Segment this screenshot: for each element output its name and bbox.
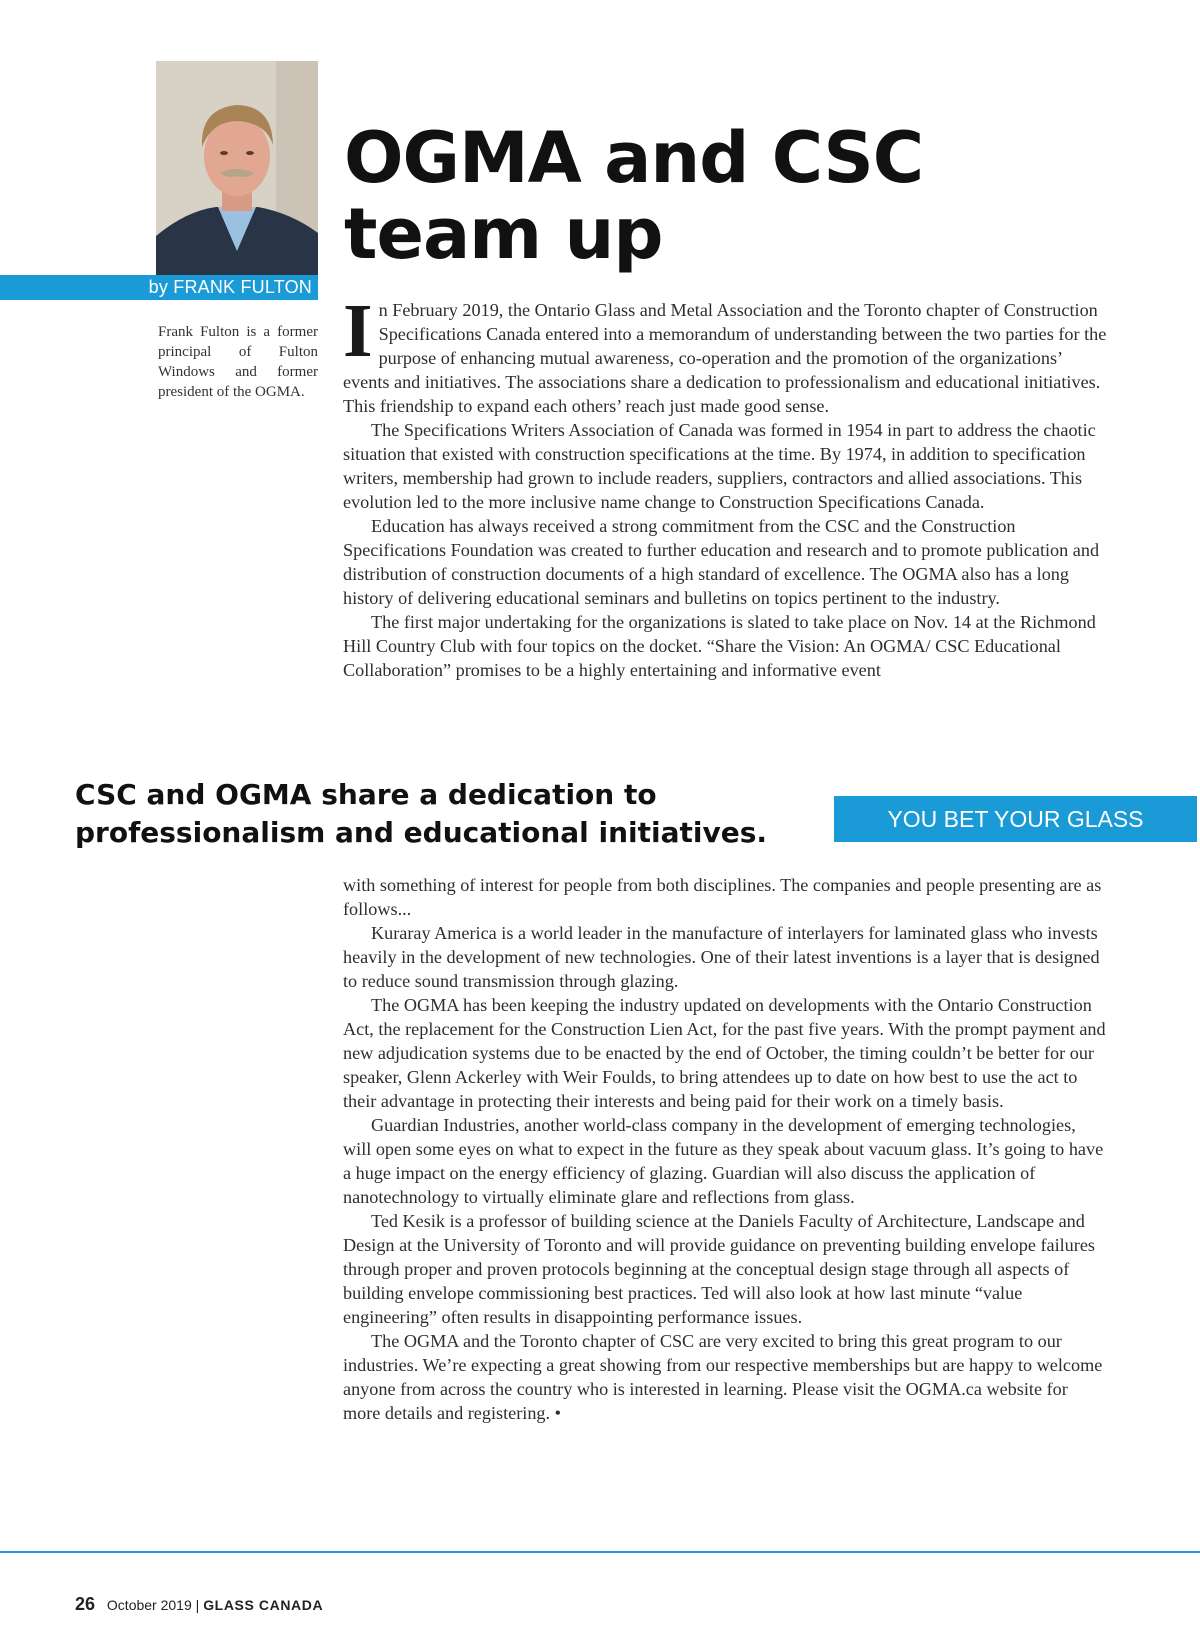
article-paragraph: The first major undertaking for the organizations is slated to take place on Nov. 14 at the Richmond Hill Country Club with four topics on the docket. “Share the Vision: An OGMA/ CSC Educational Collaboration” promises to be a highly entertaining and informative event — [343, 612, 1096, 680]
article-paragraph: The Specifications Writers Association of Canada was formed in 1954 in part to address the chaotic situation that existed with construction specifications at the time. By 1974, in addition to specification writers, membership had grown to include readers, suppliers, contractors and allied associations. This evolution led to the more inclusive name change to Construction Specifications Canada. — [343, 420, 1096, 512]
article-body-bottom — [343, 873, 1108, 1425]
article-paragraph-intro — [343, 289, 1108, 418]
pull-quote: CSC and OGMA share a dedication to professionalism and educational initiatives. — [75, 778, 768, 849]
page-number: 26 — [75, 1594, 96, 1614]
intro-text: n February 2019, the Ontario Glass and Metal Association and the Toronto chapter of Construction Specifications Canada entered into a memorandum of understanding between the two parties for the purpose of enhancing mutual awareness, co-operation and the promotion of the organizations’ events and initiatives. The associations share a dedication to professionalism and educational initiatives. This friendship to expand each others’ reach just made good sense. — [343, 300, 1107, 416]
article-paragraph: Kuraray America is a world leader in the manufacture of interlayers for laminated glass who invests heavily in the development of new technologies. One of their latest inventions is a layer that is designed to reduce sound transmission through glazing. — [343, 923, 1100, 991]
section-tag: YOU BET YOUR GLASS — [834, 796, 1197, 842]
author-photo — [156, 61, 318, 275]
magazine-name: GLASS CANADA — [203, 1597, 324, 1613]
article-paragraph: The OGMA and the Toronto chapter of CSC are very excited to bring this great program to our industries. We’re expecting a great showing from our respective memberships but are happy to welcome anyone from across the country who is interested in learning. Please visit the OGMA.ca website for more details and registering. • — [343, 1331, 1103, 1423]
article-body-top — [343, 289, 1108, 682]
page-footer — [75, 1594, 323, 1615]
drop-cap: I — [343, 289, 373, 373]
article-paragraph-continued: with something of interest for people from both disciplines. The companies and people presenting are as follows... — [343, 875, 1102, 919]
article-headline: OGMA and CSC team up — [344, 117, 924, 275]
author-byline: by FRANK FULTON — [0, 275, 318, 300]
author-bio: Frank Fulton is a former principal of Fulton Windows and former president of the OGMA. — [158, 324, 318, 400]
article-paragraph: The OGMA has been keeping the industry updated on developments with the Ontario Construction Act, the replacement for the Construction Lien Act, for the past five years. With the prompt payment and new adjudication systems due to be enacted by the end of October, the timing couldn’t be better for our speaker, Glenn Ackerley with Weir Foulds, to bring attendees up to date on how best to use the act to their advantage in protecting their interests and being paid for their work on a timely basis. — [343, 995, 1106, 1111]
footer-divider — [0, 1551, 1200, 1553]
article-paragraph: Ted Kesik is a professor of building science at the Daniels Faculty of Architecture, Landscape and Design at the University of Toronto and will provide guidance on preventing building envelope failures through proper and proven protocols beginning at the conceptual design stage through all aspects of building envelope commissioning best practices. Ted will also look at how last minute “value engineering” often results in disappointing performance issues. — [343, 1211, 1095, 1327]
issue-date: October 2019 | — [106, 1597, 200, 1613]
article-paragraph: Education has always received a strong commitment from the CSC and the Construction Specifications Foundation was created to further education and research and to promote publication and distribution of construction documents of a high standard of excellence. The OGMA also has a long history of delivering educational seminars and bulletins on topics pertinent to the industry. — [343, 516, 1100, 608]
article-paragraph: Guardian Industries, another world-class company in the development of emerging technologies, will open some eyes on what to expect in the future as they speak about vacuum glass. It’s going to have a huge impact on the energy efficiency of glazing. Guardian will also discuss the application of nanotechnology to virtually eliminate glare and reflections from glass. — [343, 1115, 1104, 1207]
